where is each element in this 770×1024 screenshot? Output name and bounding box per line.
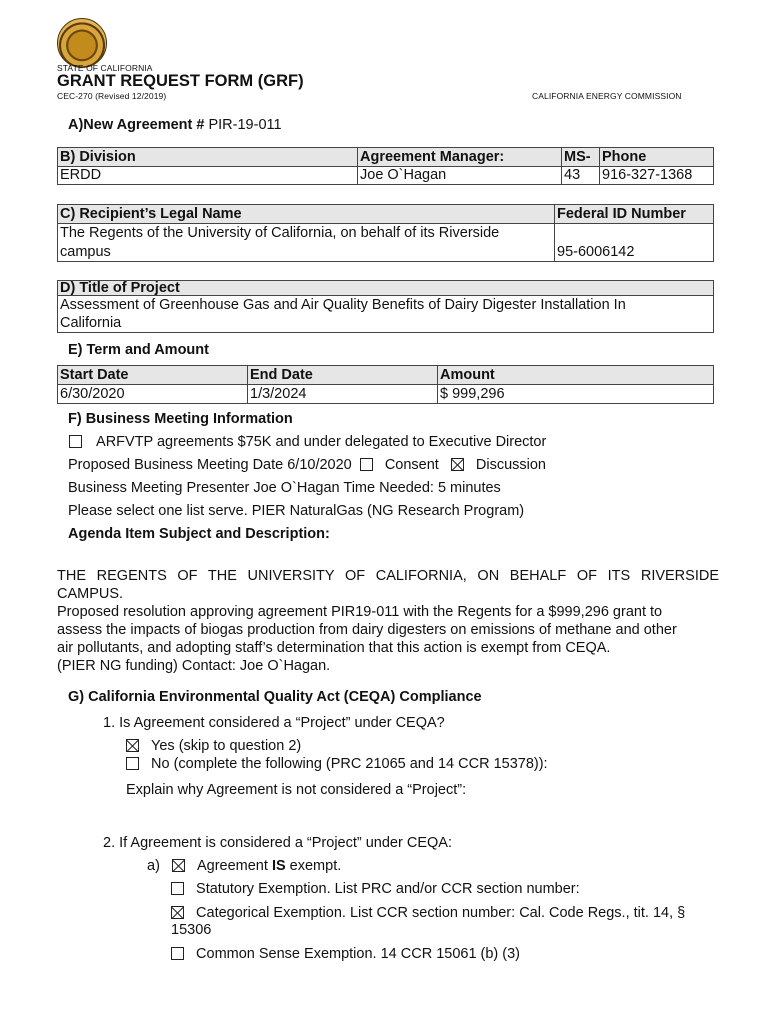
end-date-value: 1/3/2024 xyxy=(250,386,307,402)
state-label: STATE OF CALIFORNIA xyxy=(57,63,153,73)
project-title-label: D) Title of Project xyxy=(60,280,180,295)
agreement-number-value: PIR-19-011 xyxy=(208,117,282,133)
q2a-row xyxy=(147,858,341,874)
q1-no-label: No (complete the following (PRC 21065 and 14 CCR 15378)): xyxy=(151,756,548,772)
agenda-desc-line4: (PIER NG funding) Contact: Joe O`Hagan. xyxy=(57,658,331,674)
arfvtp-checkbox[interactable] xyxy=(69,435,82,448)
discussion-checkbox[interactable] xyxy=(451,458,464,471)
statutory-label: Statutory Exemption. List PRC and/or CCR section number: xyxy=(196,881,580,897)
project-title-line2: California xyxy=(60,315,122,331)
california-seal-logo xyxy=(57,18,107,68)
recipient-table xyxy=(57,204,714,262)
division-table xyxy=(57,147,714,185)
project-title-line1: Assessment of Greenhouse Gas and Air Quality Benefits of Dairy Digester Installation In xyxy=(60,297,626,313)
recipient-label: C) Recipient’s Legal Name xyxy=(60,206,242,222)
categorical-row xyxy=(171,905,685,921)
q1-yes-row xyxy=(126,738,301,754)
arfvtp-text: ARFVTP agreements $75K and under delegated to Executive Director xyxy=(96,434,547,450)
agenda-desc-line1: Proposed resolution approving agreement PIR19-011 with the Regents for a $999,296 grant to xyxy=(57,604,663,620)
categorical-checkbox[interactable] xyxy=(171,906,184,919)
q1-no-row xyxy=(126,756,548,772)
q1-no-checkbox[interactable] xyxy=(126,757,139,770)
ceqa-question-1: 1. Is Agreement considered a “Project” under CEQA? xyxy=(103,715,445,731)
common-sense-checkbox[interactable] xyxy=(171,947,184,960)
statutory-row xyxy=(171,881,580,897)
ceqa-question-2: 2. If Agreement is considered a “Project” under CEQA: xyxy=(103,835,452,851)
discussion-label: Discussion xyxy=(475,457,546,473)
phone-label: Phone xyxy=(602,149,647,165)
agenda-desc-line3: air pollutants, and adopting staff’s determination that this action is exempt from CEQA. xyxy=(57,640,611,656)
agenda-subject-line1: THE REGENTS OF THE UNIVERSITY OF CALIFORNIA, ON BEHALF OF ITS RIVERSIDE xyxy=(57,568,719,584)
arfvtp-row xyxy=(69,434,546,450)
start-date-value: 6/30/2020 xyxy=(60,386,125,402)
term-amount-heading: E) Term and Amount xyxy=(68,342,209,358)
form-id: CEC-270 (Revised 12/2019) xyxy=(57,91,167,101)
categorical-label: Categorical Exemption. List CCR section number: Cal. Code Regs., tit. 14, § xyxy=(196,905,686,921)
statutory-checkbox[interactable] xyxy=(171,882,184,895)
agenda-desc-line2: assess the impacts of biogas production from dairy digesters on emissions of methane and other xyxy=(57,622,677,638)
agreement-number-label: A)New Agreement # xyxy=(68,117,205,133)
agenda-subject-line2: CAMPUS. xyxy=(57,586,124,602)
amount-label: Amount xyxy=(440,367,495,383)
form-title: GRANT REQUEST FORM (GRF) xyxy=(57,72,304,90)
meeting-date-row xyxy=(68,457,546,473)
q2a-text-post: exempt. xyxy=(285,858,342,874)
agency-name: CALIFORNIA ENERGY COMMISSION xyxy=(532,91,682,101)
recipient-name-line2: campus xyxy=(60,244,111,260)
q2a-text-bold: IS xyxy=(271,858,286,874)
presenter-text: Business Meeting Presenter Joe O`Hagan Time Needed: 5 minutes xyxy=(68,480,501,496)
division-label: B) Division xyxy=(60,149,136,165)
start-date-label: Start Date xyxy=(60,367,129,383)
federal-id-value: 95-6006142 xyxy=(557,244,635,260)
q2a-exempt-checkbox[interactable] xyxy=(172,859,185,872)
q2a-text-pre: Agreement xyxy=(196,858,272,874)
phone-value: 916-327-1368 xyxy=(602,167,693,183)
q1-explain-text: Explain why Agreement is not considered a “Project”: xyxy=(126,782,467,798)
meeting-date-text: Proposed Business Meeting Date 6/10/2020 xyxy=(68,457,352,473)
manager-value: Joe O`Hagan xyxy=(360,167,447,183)
recipient-name-line1: The Regents of the University of California, on behalf of its Riverside xyxy=(60,225,500,241)
division-value: ERDD xyxy=(60,167,102,183)
q1-yes-label: Yes (skip to question 2) xyxy=(151,738,302,754)
term-table xyxy=(57,365,714,404)
common-sense-row xyxy=(171,946,520,962)
ms-label: MS- xyxy=(564,149,591,165)
list-serve-text: Please select one list serve. PIER NaturalGas (NG Research Program) xyxy=(68,503,525,519)
q1-yes-checkbox[interactable] xyxy=(126,739,139,752)
consent-checkbox[interactable] xyxy=(360,458,373,471)
federal-id-label: Federal ID Number xyxy=(557,206,686,222)
ms-value: 43 xyxy=(564,167,581,183)
amount-value: $ 999,296 xyxy=(440,386,505,402)
manager-label: Agreement Manager: xyxy=(360,149,505,165)
common-sense-label: Common Sense Exemption. 14 CCR 15061 (b) (3) xyxy=(196,946,521,962)
business-meeting-heading: F) Business Meeting Information xyxy=(68,411,293,427)
q2a-label: a) xyxy=(147,858,160,874)
project-title-table xyxy=(57,280,714,333)
end-date-label: End Date xyxy=(250,367,313,383)
consent-label: Consent xyxy=(384,457,439,473)
new-agreement-line xyxy=(68,117,282,133)
ceqa-heading: G) California Environmental Quality Act (CEQA) Compliance xyxy=(68,689,482,705)
agenda-heading: Agenda Item Subject and Description: xyxy=(68,526,330,542)
categorical-section-number: 15306 xyxy=(171,922,212,938)
